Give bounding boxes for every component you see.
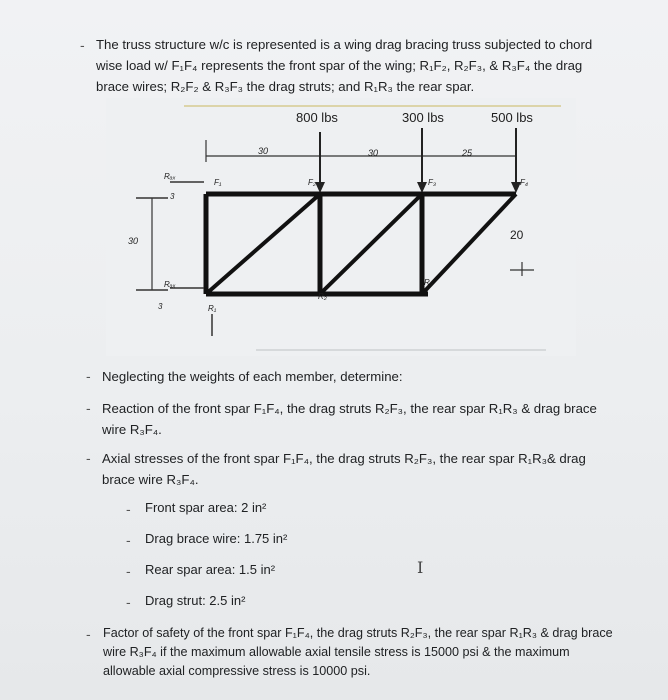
load-800: 800 lbs [296,110,338,125]
label-f1: F₁ [214,178,222,187]
truss-figure [106,98,576,356]
rear-spar-area: Rear spar area: 1.5 in² [145,562,276,577]
drag-strut-area: Drag strut: 2.5 in² [145,593,246,608]
dim-30-a: 30 [258,146,269,156]
label-ra-y: Rₐₓ [164,280,176,289]
load-arrowhead-800 [315,182,325,193]
label-r1: R₁ [208,304,217,313]
drag-brace-2 [320,194,422,294]
bullet-area-2: - [126,532,131,548]
front-spar-area: Front spar area: 2 in² [145,500,267,515]
bullet-p3: - [86,400,91,416]
bullet-p4: - [86,450,91,466]
label-f4: F₄ [520,178,529,187]
dim-30-height: 30 [128,236,139,246]
intro-paragraph: The truss structure w/c is represented is a wing drag bracing truss subjected to chord wise load w/ F₁F₄ represents the front spar of the wing; R₁F₂, R₂F₃, & R₃F₄ the drag brace wires; R₂F₂ & R₃F₃ the drag struts; and R₁R₃ the rear spar. [96,37,593,94]
label-tick-a: 3 [170,192,175,201]
load-300: 300 lbs [402,110,444,125]
load-500: 500 lbs [491,110,533,125]
instruction-paragraph: Neglecting the weights of each member, determine: [102,369,403,384]
truss-diagram [106,98,576,356]
drag-brace-1 [206,194,320,294]
bullet-final: - [86,626,91,642]
dim-25: 25 [462,148,473,158]
label-f3: F₃ [428,178,437,187]
label-r3: R₃ [424,278,433,287]
dim-20-height: 20 [510,228,524,242]
axial-stress-paragraph: Axial stresses of the front spar F₁F₄, the drag struts R₂F₃, the rear spar R₁R₃& drag brace wire R₃F₄. [102,451,586,487]
drag-brace-3 [422,194,516,294]
bullet-area-4: - [126,594,131,610]
load-arrowhead-300 [417,182,427,193]
label-r2: R₂ [318,292,327,301]
drag-brace-area: Drag brace wire: 1.75 in² [145,531,288,546]
bullet-p2: - [86,368,91,384]
text-cursor-icon: I [417,558,424,577]
reaction-paragraph: Reaction of the front spar F₁F₄, the drag struts R₂F₃, the rear spar R₁R₃ & drag brace wire R₃F₄. [102,401,597,437]
label-f2: F₂ [308,178,316,187]
bullet-intro: - [80,37,85,53]
bullet-area-3: - [126,563,131,579]
bullet-area-1: - [126,501,131,517]
dim-30-b: 30 [368,148,379,158]
label-ra-x: Rₐₓ [164,172,176,181]
label-tick-b: 3 [158,302,163,311]
factor-of-safety-paragraph: Factor of safety of the front spar F₁F₄, the drag struts R₂F₃, the rear spar R₁R₃ & drag brace wire R₃F₄ if the maximum allowable axial tensile stress is 15000 psi & the maximum allowable axial compressive stress is 10000 psi. [103,626,613,678]
